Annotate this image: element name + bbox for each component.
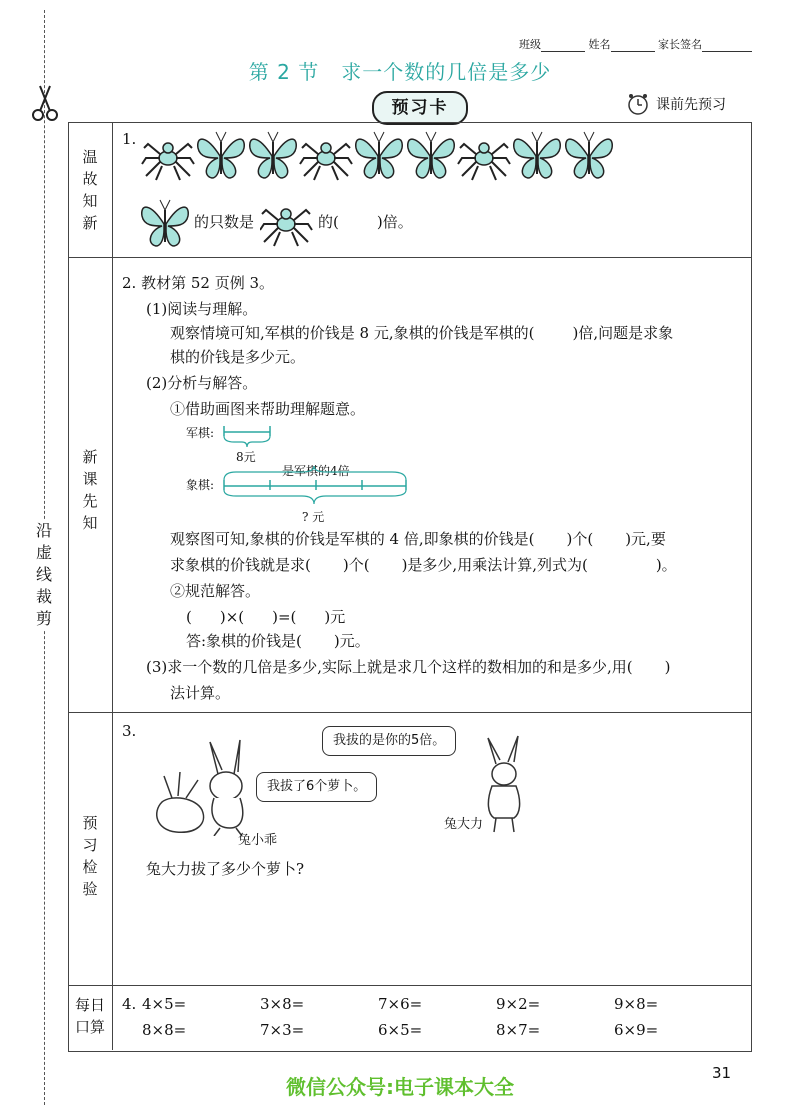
q1-number: 1.: [122, 130, 137, 148]
speech-bubble-big-rabbit: 我拔的是你的5倍。: [322, 726, 456, 756]
cut-along-line-label: 沿 虚 线 裁 剪: [36, 521, 53, 628]
diagram-junqi-value: 8元: [236, 450, 256, 464]
calc-item[interactable]: 3×8=: [260, 995, 305, 1013]
row-divider: [68, 712, 752, 713]
calc-item[interactable]: 7×6=: [378, 995, 423, 1013]
calc-item[interactable]: 8×7=: [496, 1021, 541, 1039]
row-divider: [68, 257, 752, 258]
small-rabbit-name: 兔小乖: [238, 833, 278, 848]
q2-step1-title: (1)阅读与理解。: [146, 300, 258, 318]
q2-observe-line2: 求象棋的价钱就是求( )个( )是多少,用乘法计算,列式为( )。: [170, 556, 677, 574]
butterfly-icon: [140, 196, 192, 248]
q3-number: 3.: [122, 722, 137, 740]
section-label-review: 温 故 知 新: [82, 148, 98, 232]
section-label-check: 预 习 检 验: [82, 814, 98, 898]
preview-card-badge: 预习卡: [372, 91, 468, 125]
factor-blank-1[interactable]: [192, 620, 220, 622]
times-blank[interactable]: [534, 336, 572, 338]
big-rabbit-name: 兔大力: [444, 817, 484, 832]
q4-number: 4.: [122, 995, 137, 1013]
diagram-xiangqi-label: 象棋:: [186, 478, 215, 492]
value-blank-2[interactable]: [370, 568, 402, 570]
product-blank[interactable]: [296, 620, 324, 622]
segment-diagram: [218, 420, 418, 510]
calc-item[interactable]: 6×9=: [614, 1021, 659, 1039]
section-label-newlesson: 新 课 先 知: [82, 448, 98, 532]
header-fields: 班级 姓名 家长签名: [519, 36, 752, 52]
q2-answer: 答:象棋的价钱是( )元。: [186, 632, 370, 650]
butterfly-icon: [198, 132, 245, 178]
insect-row: [140, 126, 620, 186]
q2-step1-line1: 观察情境可知,军棋的价钱是 8 元,象棋的价钱是军棋的( )倍,问题是求象: [170, 324, 674, 342]
answer-blank[interactable]: [302, 644, 334, 646]
page-title: 第 2 节 求一个数的几倍是多少: [248, 60, 552, 84]
q2-observe-line1: 观察图可知,象棋的价钱是军棋的 4 倍,即象棋的价钱是( )个( )元,要: [170, 530, 666, 548]
butterfly-icon: [566, 132, 613, 178]
row-divider: [68, 985, 752, 986]
q2-step2-title: (2)分析与解答。: [146, 374, 258, 392]
calc-item[interactable]: 4×5=: [142, 995, 187, 1013]
q2-step2-sub1: ①借助画图来帮助理解题意。: [170, 400, 366, 418]
diagram-question-label: ? 元: [302, 510, 325, 524]
class-field[interactable]: [541, 51, 585, 52]
q2-step1-line2: 棋的价钱是多少元。: [170, 348, 306, 366]
parent-sign-field[interactable]: [702, 51, 752, 52]
spider-icon: [300, 143, 352, 180]
page-number: 31: [712, 1064, 732, 1082]
q2-step2-sub2: ②规范解答。: [170, 582, 261, 600]
value-blank[interactable]: [593, 542, 625, 544]
operation-blank[interactable]: [633, 670, 665, 672]
diagram-junqi-label: 军棋:: [186, 426, 215, 440]
q2-step3-line2: 法计算。: [170, 684, 231, 702]
q1-text-part1: 的只数是: [194, 213, 255, 231]
spider-icon: [142, 143, 194, 180]
calc-item[interactable]: 9×2=: [496, 995, 541, 1013]
name-field[interactable]: [611, 51, 655, 52]
q2-equation: ( )×( )=( )元: [186, 608, 346, 626]
clock-icon: [626, 92, 650, 116]
q3-answer-area[interactable]: [146, 884, 736, 980]
butterfly-icon: [408, 132, 455, 178]
calc-item[interactable]: 6×5=: [378, 1021, 423, 1039]
speech-bubble-small-rabbit: 我拔了6个萝卜。: [256, 772, 377, 802]
spider-icon: [260, 194, 316, 250]
q3-question: 兔大力拔了多少个萝卜?: [146, 860, 305, 878]
diagram-times-label: 是军棋的4倍: [282, 464, 350, 478]
factor-blank-2[interactable]: [244, 620, 272, 622]
column-divider: [112, 122, 113, 1050]
q2-intro: 2. 教材第 52 页例 3。: [122, 274, 275, 292]
calc-item[interactable]: 7×3=: [260, 1021, 305, 1039]
butterfly-icon: [356, 132, 403, 178]
small-rabbit-with-radish-illustration: [146, 736, 258, 836]
calc-item[interactable]: 9×8=: [614, 995, 659, 1013]
scissors-icon: [30, 84, 60, 124]
expression-blank[interactable]: [588, 568, 656, 570]
q2-step3-line1: (3)求一个数的几倍是多少,实际上就是求几个这样的数相加的和是多少,用( ): [146, 658, 671, 676]
wechat-footer: 微信公众号:电子课本大全: [286, 1075, 514, 1099]
count-blank-2[interactable]: [311, 568, 343, 570]
butterfly-icon: [250, 132, 297, 178]
count-blank[interactable]: [534, 542, 566, 544]
spider-icon: [458, 143, 510, 180]
q1-answer-blank[interactable]: [339, 225, 377, 227]
butterfly-icon: [514, 132, 561, 178]
preview-label: 课前先预习: [656, 97, 726, 113]
calc-item[interactable]: 8×8=: [142, 1021, 187, 1039]
section-label-mental: 每日 口算: [74, 996, 105, 1036]
q1-text-part2: 的( )倍。: [318, 213, 413, 231]
